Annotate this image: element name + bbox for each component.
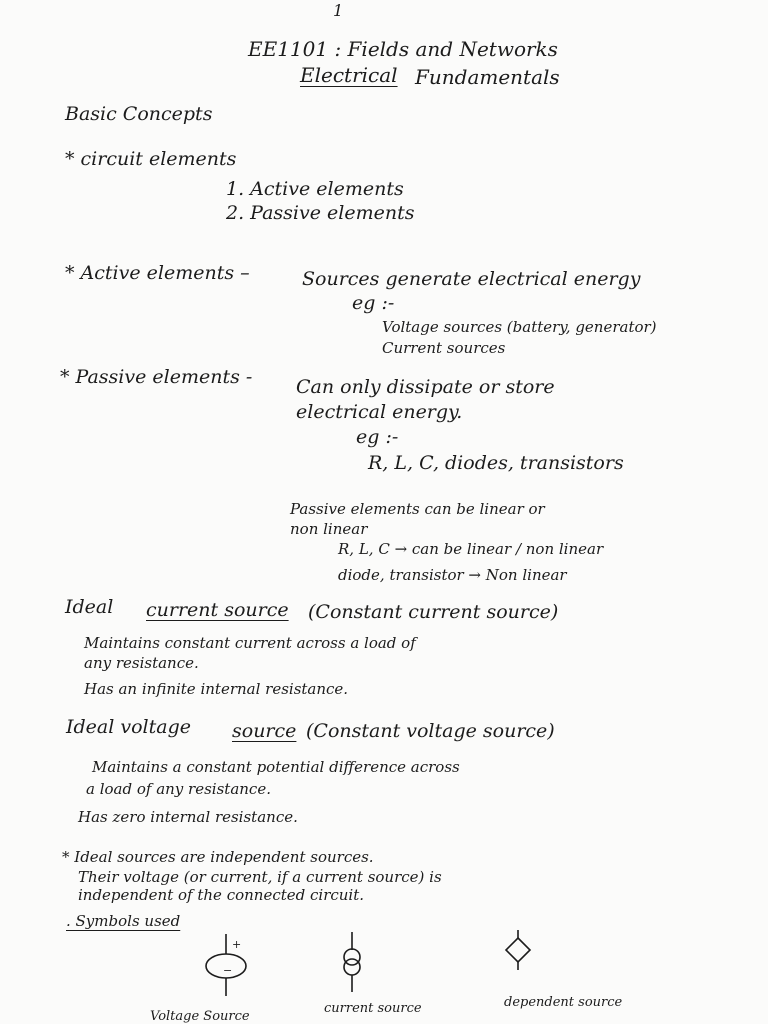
page-number: 1 [333,1,344,20]
ideal-current-line1: Maintains constant current across a load of [84,634,416,652]
independent-line1: * Ideal sources are independent sources. [62,848,374,866]
voltage-minus-label: − [223,964,233,977]
circuit-elements-heading: * circuit elements [65,148,237,170]
independent-line3: independent of the connected circuit. [78,886,365,904]
ideal-voltage-line2: a load of any resistance. [86,780,271,798]
active-heading: * Active elements – [65,262,250,284]
ideal-current-prefix: Ideal [65,596,114,618]
basic-concepts-heading: Basic Concepts [65,103,213,125]
independent-line2: Their voltage (or current, if a current source) is [78,868,442,886]
ideal-current-underlined: current source [146,599,289,621]
passive-rlc-note: R, L, C → can be linear / non linear [338,540,604,558]
symbol-label-dependent: dependent source [504,995,623,1010]
subtitle-rest: Fundamentals [415,65,560,89]
active-example: Current sources [382,339,506,357]
passive-linear-line2: non linear [290,520,368,538]
active-eg: eg :- [352,292,395,314]
symbol-label-voltage: Voltage Source [150,1009,250,1024]
symbols-heading: . Symbols used [66,912,181,930]
ideal-voltage-suffix: (Constant voltage source) [306,720,555,742]
subtitle-underlined: Electrical [300,63,398,87]
ideal-current-line2: any resistance. [84,654,199,672]
symbols-diagram [150,930,690,1024]
active-example: Voltage sources (battery, generator) [382,318,657,336]
dependent-source-symbol [506,930,530,970]
ideal-voltage-prefix: Ideal voltage [66,716,191,738]
passive-linear-line1: Passive elements can be linear or [290,500,545,518]
circuit-element-item: 1. Active elements [226,178,404,200]
circuit-element-item: 2. Passive elements [226,202,415,224]
passive-diode-note: diode, transistor → Non linear [338,566,567,584]
passive-examples: R, L, C, diodes, transistors [368,452,624,474]
passive-heading: * Passive elements - [60,366,253,388]
ideal-current-line3: Has an infinite internal resistance. [84,680,349,698]
ideal-voltage-underlined: source [232,720,297,742]
ideal-voltage-line1: Maintains a constant potential difference across [92,758,460,776]
active-definition: Sources generate electrical energy [302,268,641,290]
ideal-current-suffix: (Constant current source) [308,601,559,623]
passive-definition-line2: electrical energy. [296,401,463,423]
current-source-symbol [344,932,360,992]
passive-eg: eg :- [356,426,399,448]
ideal-voltage-line3: Has zero internal resistance. [78,808,298,826]
symbol-label-current: current source [324,1001,422,1016]
course-title: EE1101 : Fields and Networks [248,37,558,61]
voltage-plus-label: + [232,938,242,951]
passive-definition-line1: Can only dissipate or store [296,376,555,398]
